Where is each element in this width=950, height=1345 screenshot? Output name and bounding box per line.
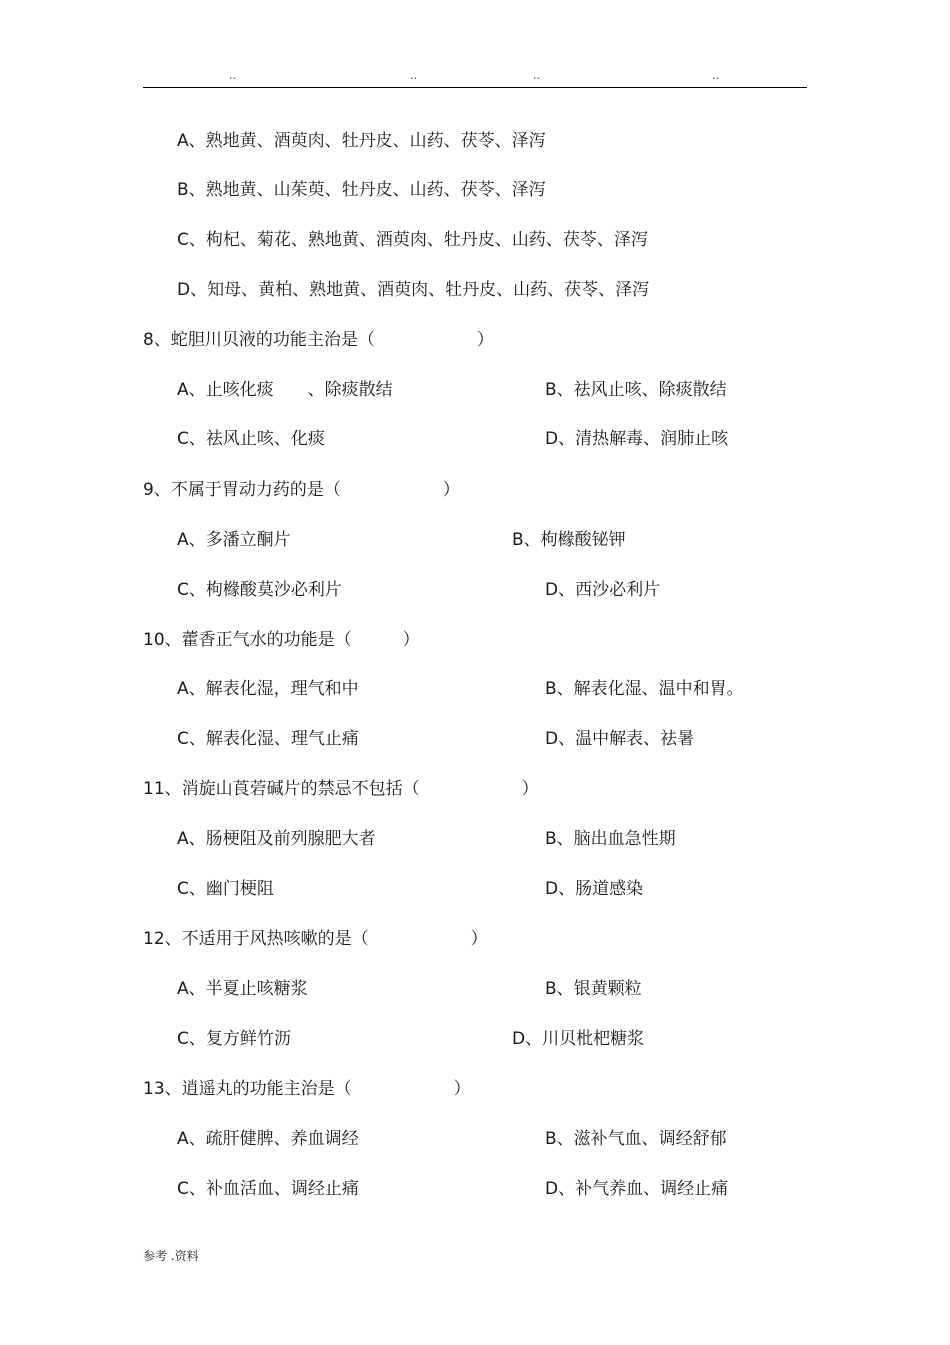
option-a: A、解表化湿，理气和中	[177, 679, 359, 699]
option-a: A、多潘立酮片	[177, 530, 291, 550]
question-stem: 10、藿香正气水的功能是（ ）	[143, 630, 420, 650]
option-d: D、温中解表、祛暑	[545, 729, 695, 749]
q7-option-b: B、熟地黄、山茱萸、牡丹皮、山药、茯苓、泽泻	[177, 180, 546, 200]
footer-note: 参考 .资料	[143, 1249, 199, 1263]
option-c: C、幽门梗阻	[177, 879, 274, 899]
option-c: C、补血活血、调经止痛	[177, 1179, 359, 1199]
question-stem: 9、不属于胃动力药的是（ ）	[143, 480, 460, 500]
option-a: A、半夏止咳糖浆	[177, 979, 308, 999]
header-dot: ..	[410, 69, 417, 82]
option-b: B、枸橼酸铋钾	[512, 530, 626, 550]
q7-option-c: C、枸杞、菊花、熟地黄、酒萸肉、牡丹皮、山药、茯苓、泽泻	[177, 230, 648, 250]
question-stem: 12、不适用于风热咳嗽的是（ ）	[143, 929, 488, 949]
option-d: D、补气养血、调经止痛	[545, 1179, 729, 1199]
option-c: C、枸橼酸莫沙必利片	[177, 580, 342, 600]
option-c: C、祛风止咳、化痰	[177, 429, 325, 449]
header-dot: ..	[712, 69, 719, 82]
option-d: D、川贝枇杷糖浆	[512, 1029, 645, 1049]
question-stem: 11、消旋山莨菪碱片的禁忌不包括（ ）	[143, 779, 539, 799]
header-rule	[143, 87, 807, 88]
header-dot: ..	[229, 69, 236, 82]
option-c: C、复方鲜竹沥	[177, 1029, 291, 1049]
option-a: A、止咳化痰 、除痰散结	[177, 380, 393, 400]
option-a: A、疏肝健脾、养血调经	[177, 1129, 359, 1149]
q7-option-a: A、熟地黄、酒萸肉、牡丹皮、山药、茯苓、泽泻	[177, 131, 546, 151]
option-c: C、解表化湿、理气止痛	[177, 729, 359, 749]
option-d: D、西沙必利片	[545, 580, 661, 600]
option-b: B、解表化湿、温中和胃。	[545, 679, 744, 699]
option-d: D、肠道感染	[545, 879, 644, 899]
option-a: A、肠梗阻及前列腺肥大者	[177, 829, 376, 849]
question-stem: 8、蛇胆川贝液的功能主治是（ ）	[143, 330, 494, 350]
option-b: B、银黄颗粒	[545, 979, 642, 999]
option-d: D、清热解毒、润肺止咳	[545, 429, 729, 449]
option-b: B、祛风止咳、除痰散结	[545, 380, 727, 400]
option-b: B、滋补气血、调经舒郁	[545, 1129, 727, 1149]
header-dot: ..	[533, 69, 540, 82]
question-stem: 13、逍遥丸的功能主治是（ ）	[143, 1079, 471, 1099]
option-b: B、脑出血急性期	[545, 829, 676, 849]
q7-option-d: D、知母、黄柏、熟地黄、酒萸肉、牡丹皮、山药、茯苓、泽泻	[177, 280, 650, 300]
